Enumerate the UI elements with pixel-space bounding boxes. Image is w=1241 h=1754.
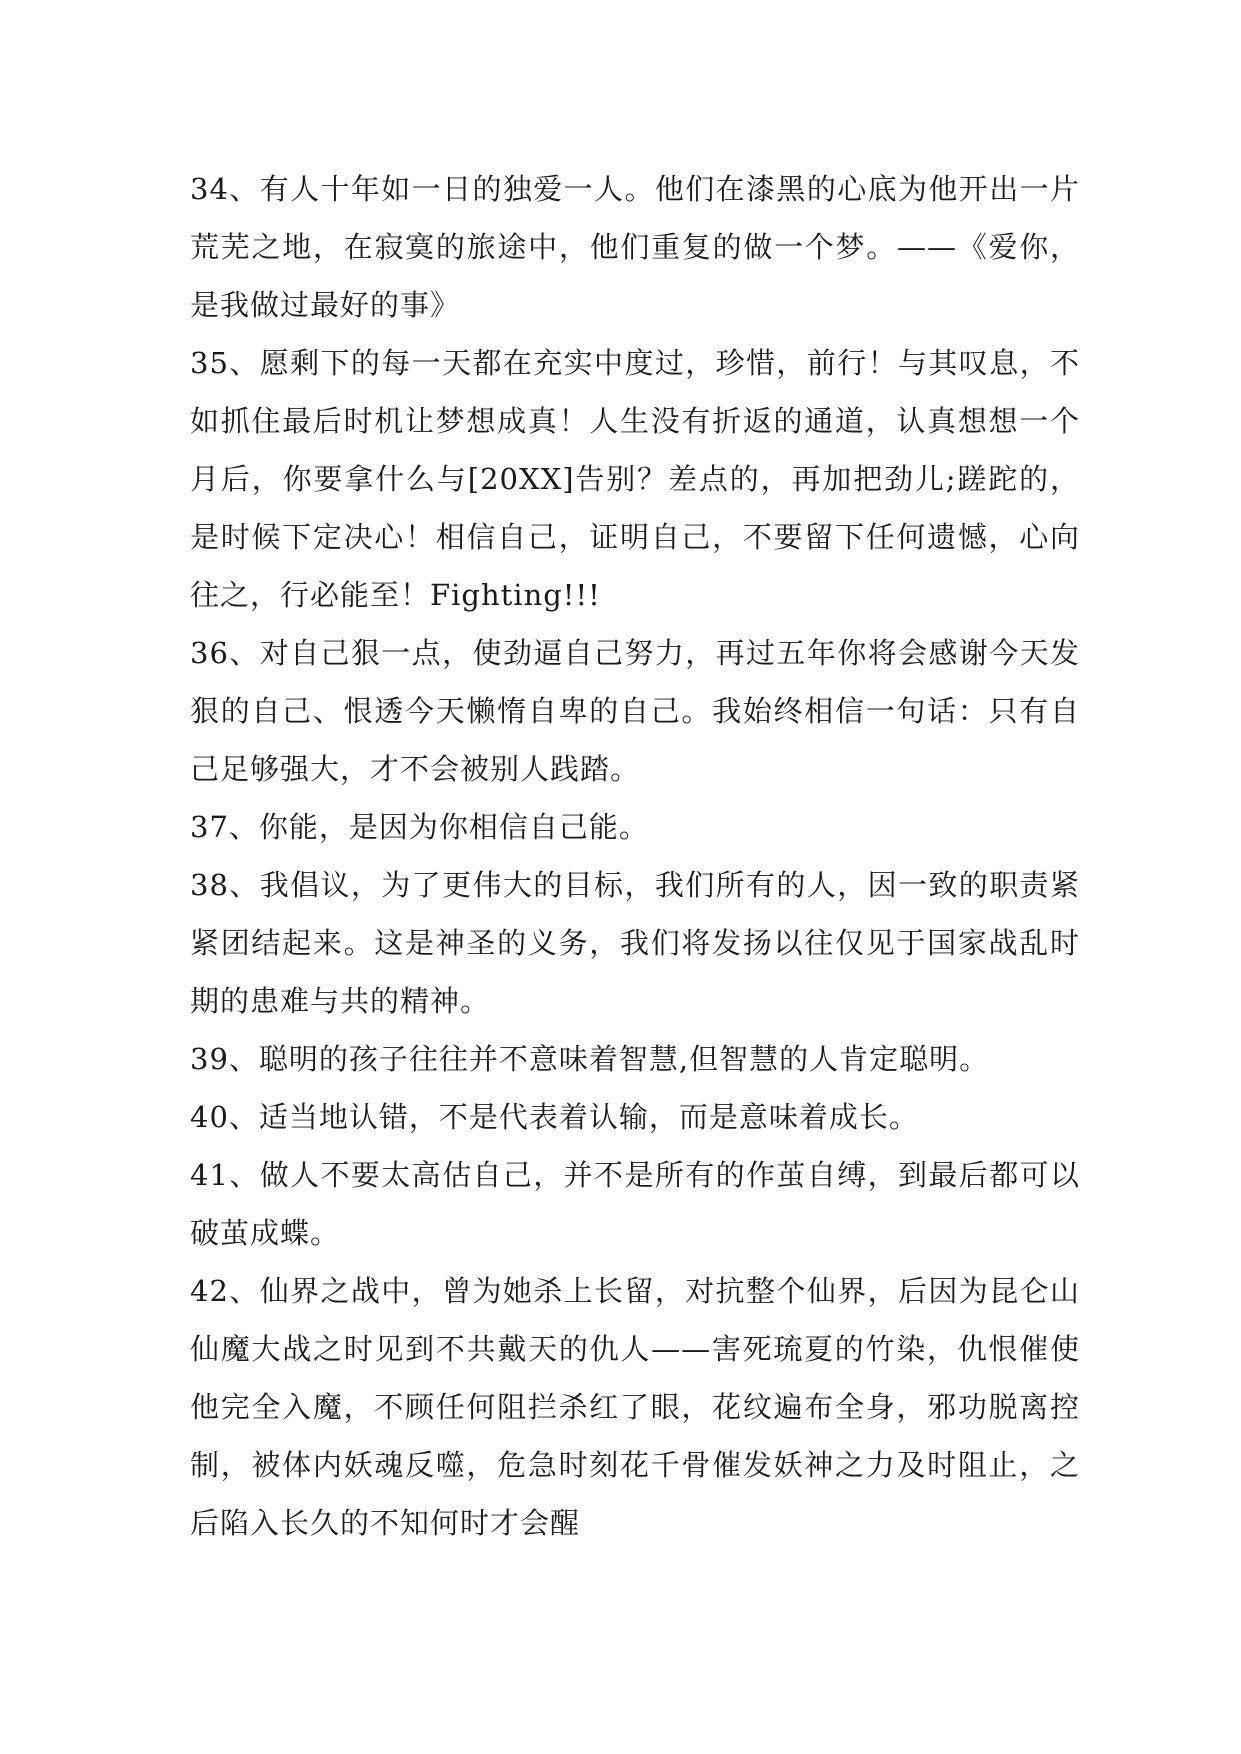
entry-41: 41、做人不要太高估自己，并不是所有的作茧自缚，到最后都可以破茧成蝶。	[190, 1158, 1080, 1250]
entry-39: 39、聪明的孩子往往并不意味着智慧,但智慧的人肯定聪明。	[190, 1042, 990, 1076]
entry-37: 37、你能，是因为你相信自己能。	[190, 810, 649, 844]
entry-35: 35、愿剩下的每一天都在充实中度过，珍惜，前行！与其叹息，不如抓住最后时机让梦想成真！人生没有折返的通道，认真想想一个月后，你要拿什么与[20XX]告别？差点的，再加把劲儿;蹉跎的，是时候下定决心！相信自己，证明自己，不要留下任何遗憾，心向往之，行必能至！Fighting!!!	[190, 346, 1080, 612]
entry-34: 34、有人十年如一日的独爱一人。他们在漆黑的心底为他开出一片荒芜之地，在寂寞的旅途中，他们重复的做一个梦。——《爱你，是我做过最好的事》	[190, 172, 1080, 322]
entry-36: 36、对自己狠一点，使劲逼自己努力，再过五年你将会感谢今天发狠的自己、恨透今天懒惰自卑的自己。我始终相信一句话：只有自己足够强大，才不会被别人践踏。	[190, 636, 1080, 786]
entry-40: 40、适当地认错，不是代表着认输，而是意味着成长。	[190, 1100, 919, 1134]
entry-42: 42、仙界之战中，曾为她杀上长留，对抗整个仙界，后因为昆仑山仙魔大战之时见到不共戴天的仇人——害死琉夏的竹染，仇恨催使他完全入魔，不顾任何阻拦杀红了眼，花纹遍布全身，邪功脱离控制，被体内妖魂反噬，危急时刻花千骨催发妖神之力及时阻止，之后陷入长久的不知何时才会醒	[190, 1274, 1080, 1540]
document-body	[190, 160, 1080, 1552]
entry-38: 38、我倡议，为了更伟大的目标，我们所有的人，因一致的职责紧紧团结起来。这是神圣的义务，我们将发扬以往仅见于国家战乱时期的患难与共的精神。	[190, 868, 1080, 1018]
